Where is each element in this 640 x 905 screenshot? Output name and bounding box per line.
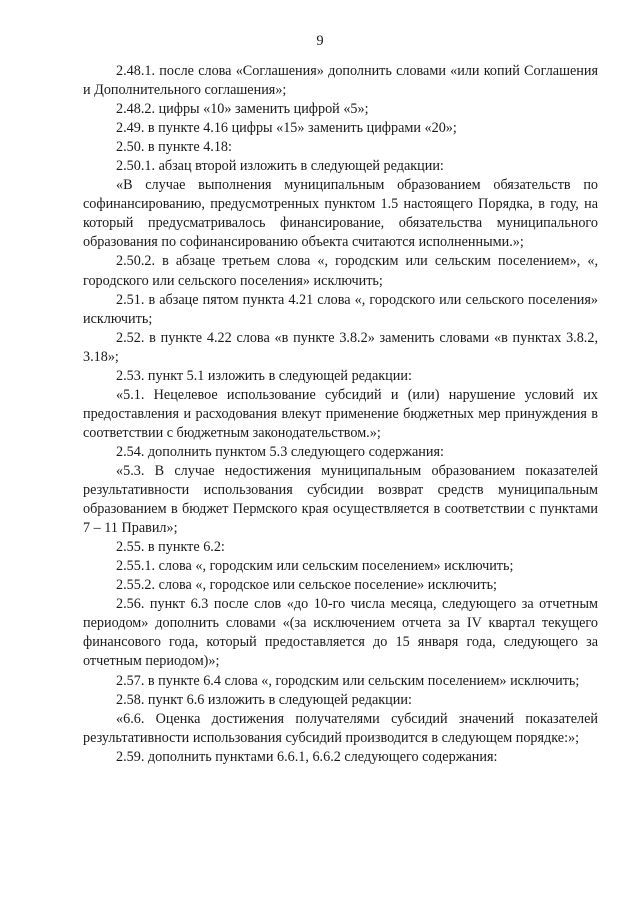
quote-paragraph-6-6: «6.6. Оценка достижения получателями субсидий значений показателей результативности использования субсидий производится в следующем порядке:»; — [83, 710, 598, 746]
paragraph-2-53: 2.53. пункт 5.1 изложить в следующей редакции: — [116, 367, 412, 384]
paragraph-2-50: 2.50. в пункте 4.18: — [116, 139, 232, 156]
paragraph-2-50-2: 2.50.2. в абзаце третьем слова «, городским или сельским поселением», «, городского или сельского поселения» исключить; — [83, 253, 598, 289]
paragraph-2-56: 2.56. пункт 6.3 после слов «до 10-го числа месяца, следующего за отчетным периодом» дополнить словами «(за исключением отчета за IV квартал текущего финансового года, который предоставляется до 15 января года, следующего за отчетным периодом)»; — [83, 596, 598, 670]
paragraph-2-49: 2.49. в пункте 4.16 цифры «15» заменить цифрами «20»; — [116, 120, 457, 137]
paragraph-2-52: 2.52. в пункте 4.22 слова «в пункте 3.8.2» заменить словами «в пунктах 3.8.2, 3.18»; — [83, 329, 598, 365]
paragraph-2-55-1: 2.55.1. слова «, городским или сельским поселением» исключить; — [116, 558, 514, 575]
paragraph-2-55-2: 2.55.2. слова «, городское или сельское поселение» исключить; — [116, 577, 497, 594]
quote-paragraph-5-3: «5.3. В случае недостижения муниципальным образованием показателей результативности использования субсидии возврат средств муниципальным образованием в бюджет Пермского края осуществляется в соответствии с пунктами 7 – 11 Правил»; — [83, 462, 598, 537]
quote-paragraph-obligations: «В случае выполнения муниципальным образованием обязательств по софинансированию, предусмотренных пунктом 1.5 настоящего Порядка, в году, на который предусматривалось финансирование, обязательства муниципального образования по софинансированию объекта считаются исполненными.»; — [83, 177, 598, 251]
paragraph-2-58: 2.58. пункт 6.6 изложить в следующей редакции: — [116, 691, 412, 708]
paragraph-2-59: 2.59. дополнить пунктами 6.6.1, 6.6.2 следующего содержания: — [116, 748, 498, 765]
paragraph-2-50-1: 2.50.1. абзац второй изложить в следующей редакции: — [116, 158, 444, 175]
document-body — [83, 62, 598, 767]
paragraph-2-54: 2.54. дополнить пунктом 5.3 следующего содержания: — [116, 443, 444, 460]
paragraph-2-55: 2.55. в пункте 6.2: — [116, 539, 225, 556]
paragraph-2-48-1: 2.48.1. после слова «Соглашения» дополнить словами «или копий Соглашения и Дополнительного соглашения»; — [83, 63, 598, 99]
paragraph-2-48-2: 2.48.2. цифры «10» заменить цифрой «5»; — [116, 101, 369, 118]
paragraph-2-51: 2.51. в абзаце пятом пункта 4.21 слова «, городского или сельского поселения» исключить; — [83, 291, 598, 327]
paragraph-2-57: 2.57. в пункте 6.4 слова «, городским или сельским поселением» исключить; — [116, 672, 580, 689]
page-number: 9 — [316, 33, 324, 49]
quote-paragraph-5-1: «5.1. Нецелевое использование субсидий и (или) нарушение условий их предоставления и расходования влекут применение бюджетных мер принуждения в соответствии с бюджетным законодательством.»; — [83, 386, 598, 441]
